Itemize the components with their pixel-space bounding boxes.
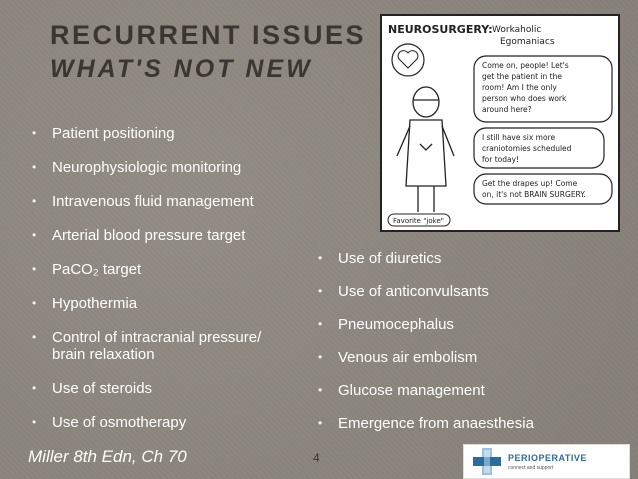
list-item: • Emergence from anaesthesia (318, 415, 534, 432)
list-item: • Glucose management (318, 382, 485, 399)
svg-text:for today!: for today! (482, 155, 520, 164)
list-item: • Intravenous fluid management (32, 193, 254, 210)
list-item: • Arterial blood pressure target (32, 227, 246, 244)
svg-text:I still have six more: I still have six more (482, 133, 556, 142)
slide-title: RECURRENT ISSUES (50, 20, 367, 50)
list-item: • Neurophysiologic monitoring (32, 159, 242, 176)
list-item: • Use of steroids (32, 380, 153, 397)
right-bullet-list (314, 250, 624, 432)
list-item: • Patient positioning (32, 125, 175, 142)
bullet-icon: • (32, 194, 37, 208)
bullet-icon: • (318, 317, 323, 331)
list-item: • Use of anticonvulsants (318, 283, 489, 300)
bullet-icon: • (318, 383, 323, 397)
cross-logo-icon (469, 446, 505, 477)
cartoon-heading-sub2: Egomaniacs (500, 37, 555, 47)
svg-text:on, it's not BRAIN SURGERY.: on, it's not BRAIN SURGERY. (482, 190, 586, 199)
bullet-icon: • (318, 284, 323, 298)
page-number: 4 (313, 451, 320, 465)
svg-text:person who does work: person who does work (482, 94, 567, 103)
bullet-icon: • (32, 415, 37, 429)
bullet-icon: • (32, 296, 37, 310)
speech-bubble-2 (474, 128, 604, 168)
svg-text:room! Am I the only: room! Am I the only (482, 83, 557, 92)
cartoon-caption (388, 214, 450, 226)
logo-subtext: connect and support (508, 465, 554, 471)
surgeon-figure (397, 87, 454, 212)
svg-text:get the patient in the: get the patient in the (482, 72, 562, 81)
svg-text:Get the drapes up! Come: Get the drapes up! Come (482, 179, 578, 188)
list-item: • Use of diuretics (318, 250, 442, 267)
bullet-icon: • (318, 350, 323, 364)
list-item: • Use of osmotherapy (32, 414, 187, 431)
bullet-icon: • (32, 330, 37, 344)
svg-text:Come on, people! Let's: Come on, people! Let's (482, 61, 569, 70)
list-item: • Venous air embolism (318, 349, 478, 366)
reference-citation: Miller 8th Edn, Ch 70 (28, 447, 187, 466)
cartoon-heading-sub1: Workaholic (492, 25, 542, 35)
bullet-icon: • (32, 160, 37, 174)
list-item: • PaCO₂ target (32, 261, 142, 278)
svg-text:craniotomies scheduled: craniotomies scheduled (482, 144, 572, 153)
speech-bubble-1 (474, 56, 612, 122)
bullet-icon: • (32, 381, 37, 395)
svg-text:around here?: around here? (482, 105, 532, 114)
speech-bubble-3 (474, 174, 612, 204)
svg-text:Favorite "joke": Favorite "joke" (393, 217, 444, 225)
left-bullet-list (28, 125, 318, 431)
logo-text: PERIOPERATIVE (508, 453, 587, 463)
heart-badge-icon (392, 44, 424, 76)
neurosurgery-cartoon (380, 14, 620, 232)
bullet-icon: • (32, 228, 37, 242)
cartoon-drawing (382, 16, 618, 230)
list-item-continuation: brain relaxation (52, 346, 155, 363)
cartoon-heading: NEUROSURGERY: (388, 23, 493, 36)
list-item: • Control of intracranial pressure/ (32, 329, 262, 346)
slide-subtitle: WHAT'S NOT NEW (50, 55, 313, 83)
bullet-icon: • (318, 251, 323, 265)
list-item: • Pneumocephalus (318, 316, 454, 333)
perioperative-logo (463, 444, 630, 479)
list-item: • Hypothermia (32, 295, 138, 312)
bullet-icon: • (32, 262, 37, 276)
bullet-icon: • (318, 416, 323, 430)
bullet-icon: • (32, 126, 37, 140)
